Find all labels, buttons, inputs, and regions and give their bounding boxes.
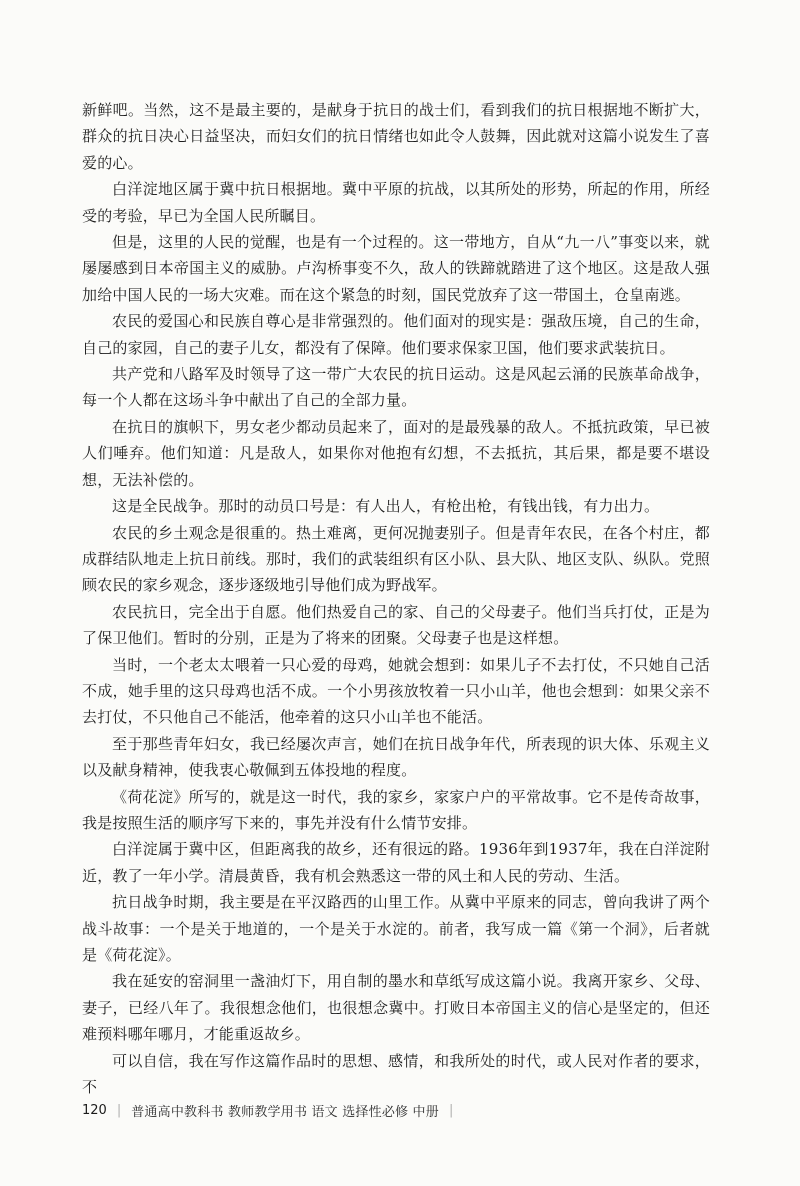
paragraph: 至于那些青年妇女，我已经屡次声言，她们在抗日战争年代，所表现的识大体、乐观主义以及献身精神，使我衷心敬佩到五体投地的程度。 bbox=[82, 734, 710, 780]
paragraph: 当时，一个老太太喂着一只心爱的母鸡，她就会想到：如果儿子不去打仗，不只她自己活不成，她手里的这只母鸡也活不成。一个小男孩放牧着一只小山羊，他也会想到：如果父亲不去打仗，不只他自己不能活，他牵着的这只小山羊也不能活。 bbox=[82, 655, 710, 727]
footer-end-separator: | bbox=[448, 1103, 454, 1118]
paragraph: 共产党和八路军及时领导了这一带广大农民的抗日运动。这是风起云涌的民族革命战争，每一个人都在这场斗争中献出了自己的全部力量。 bbox=[82, 365, 710, 410]
paragraph: 农民抗日，完全出于自愿。他们热爱自己的家、自己的父母妻子。他们当兵打仗，正是为了保卫他们。暂时的分别，正是为了将来的团聚。父母妻子也是这样想。 bbox=[82, 602, 710, 648]
paragraph: 农民的爱国心和民族自尊心是非常强烈的。他们面对的现实是：强敌压境，自己的生命，自己的家园，自己的妻子儿女，都没有了保障。他们要求保家卫国，他们要求武装抗日。 bbox=[82, 312, 710, 357]
paragraph: 这是全民战争。那时的动员口号是：有人出人，有枪出枪，有钱出钱，有力出力。 bbox=[112, 497, 660, 516]
paragraph: 抗日战争时期，我主要是在平汉路西的山里工作。从冀中平原来的同志，曾向我讲了两个战斗故事：一个是关于地道的，一个是关于水淀的。前者，我写成一篇《第一个洞》，后者就是《荷花淀》。 bbox=[82, 893, 710, 964]
page-number: 120 bbox=[82, 1103, 107, 1118]
footer-separator: | bbox=[116, 1103, 122, 1118]
paragraph: 但是，这里的人民的觉醒，也是有一个过程的。这一带地方，自从“九一八”事变以来，就屡屡感到日本帝国主义的威胁。卢沟桥事变不久，敌人的铁蹄就踏进了这个地区。这是敌人强加给中国人民的一场大灾难。而在这个紧急的时刻，国民党放弃了这一带国土，仓皇南逃。 bbox=[82, 233, 710, 304]
paragraph: 白洋淀属于冀中区，但距离我的故乡，还有很远的路。1936年到1937年，我在白洋淀附近，教了一年小学。清晨黄昏，我有机会熟悉这一带的风土和人民的劳动、生活。 bbox=[82, 840, 710, 885]
book-title: 普通高中教科书 教师教学用书 语文 选择性必修 中册 bbox=[131, 1105, 439, 1120]
paragraph: 新鲜吧。当然，这不是最主要的，是献身于抗日的战士们，看到我们的抗日根据地不断扩大，群众的抗日决心日益坚决，而妇女们的抗日情绪也如此令人鼓舞，因此就对这篇小说发生了喜爱的心。 bbox=[82, 101, 710, 172]
paragraph: 在抗日的旗帜下，男女老少都动员起来了，面对的是最残暴的敌人。不抵抗政策，早已被人们唾弃。他们知道：凡是敌人，如果你对他抱有幻想，不去抵抗，其后果，都是要不堪设想，无法补偿的。 bbox=[82, 417, 710, 489]
paragraph: 农民的乡土观念是很重的。热土难离，更何况抛妻别子。但是青年农民，在各个村庄，都成群结队地走上抗日前线。那时，我们的武装组织有区小队、县大队、地区支队、纵队。党照顾农民的家乡观念，逐步逐级地引导他们成为野战军。 bbox=[82, 523, 710, 595]
body-text bbox=[82, 97, 710, 1100]
paragraph: 可以自信，我在写作这篇作品时的思想、感情，和我所处的时代，或人民对作者的要求，不 bbox=[82, 1051, 710, 1097]
paragraph: 《荷花淀》所写的，就是这一时代，我的家乡，家家户户的平常故事。它不是传奇故事，我是按照生活的顺序写下来的，事先并没有什么情节安排。 bbox=[82, 787, 710, 832]
paragraph: 白洋淀地区属于冀中抗日根据地。冀中平原的抗战，以其所处的形势，所起的作用，所经受的考验，早已为全国人民所瞩目。 bbox=[82, 180, 710, 225]
paragraph: 我在延安的窑洞里一盏油灯下，用自制的墨水和草纸写成这篇小说。我离开家乡、父母、妻子，已经八年了。我很想念他们，也很想念冀中。打败日本帝国主义的信心是坚定的，但还难预料哪年哪月，才能重返故乡。 bbox=[82, 972, 710, 1044]
page-footer bbox=[82, 1101, 453, 1120]
